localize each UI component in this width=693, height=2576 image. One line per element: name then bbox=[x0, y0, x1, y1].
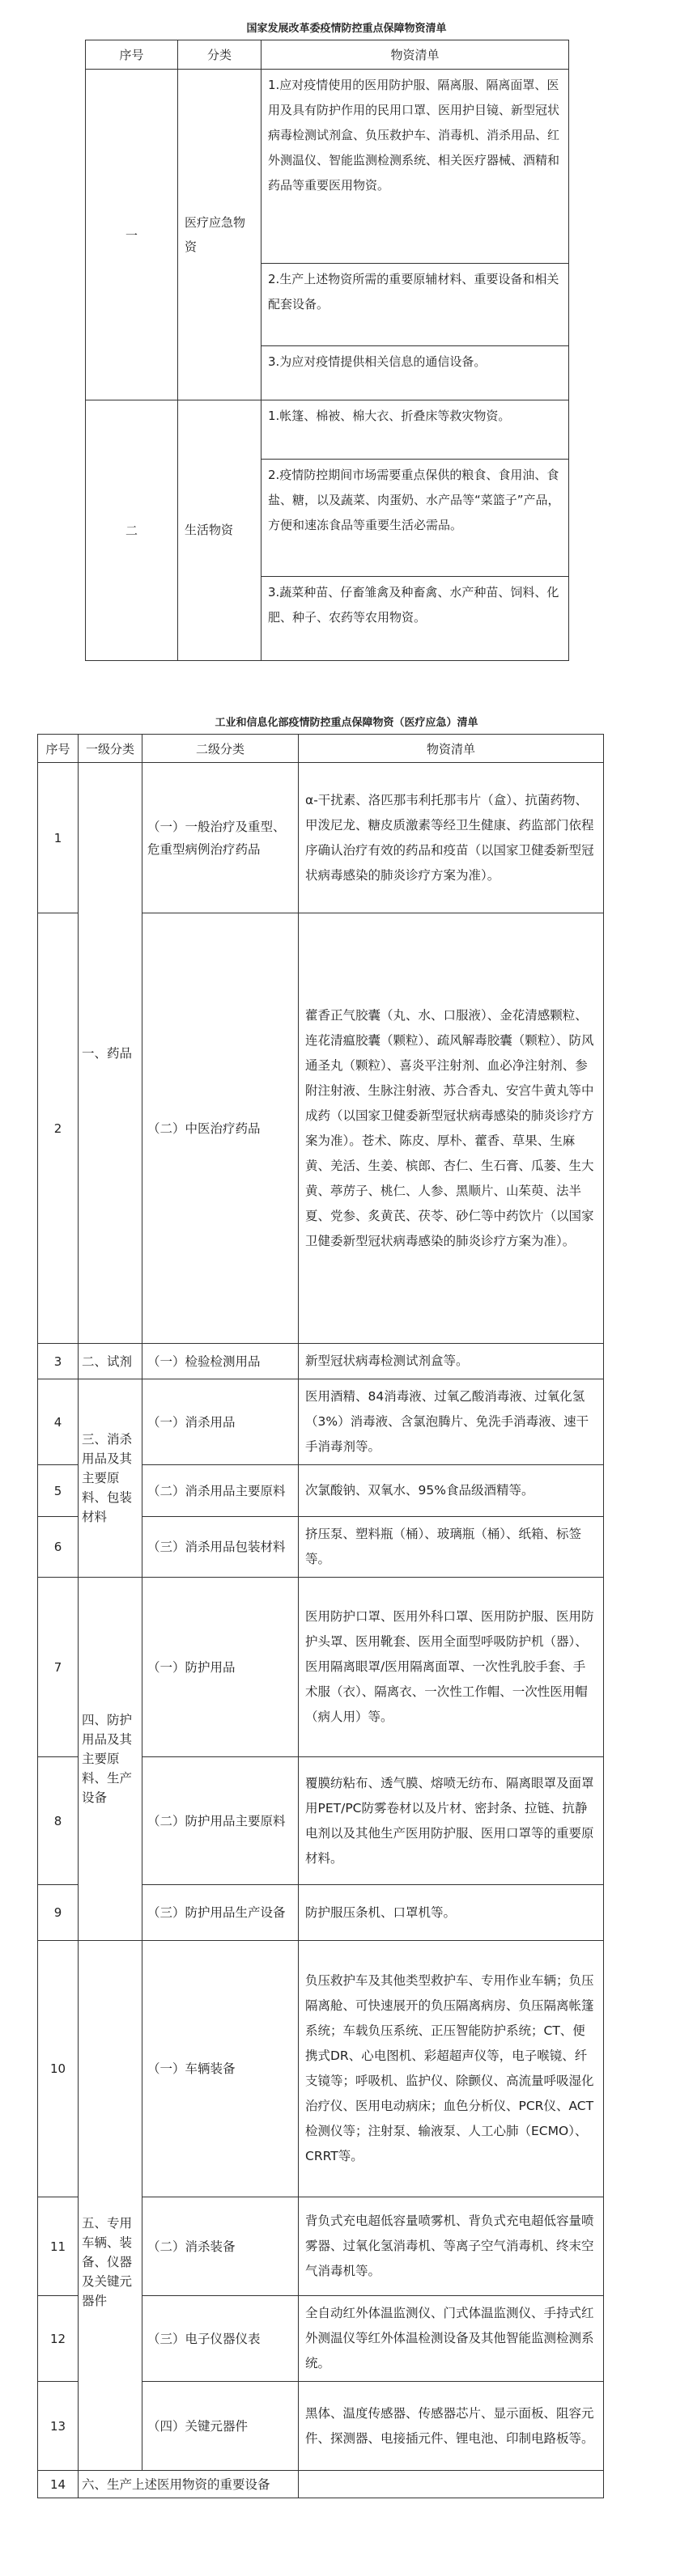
table1-title: 国家发展改革委疫情防控重点保障物资清单 bbox=[246, 23, 447, 35]
table-row-num: 13 bbox=[38, 2382, 79, 2471]
table-row-items: 负压救护车及其他类型救护车、专用作业车辆；负压隔离舱、可快速展开的负压隔离病房、负压隔离帐篷系统；车载负压系统、正压智能防护系统；CT、便携式DR、心电图机、彩超超声仪等，电子喉镜、纤支镜等；呼吸机、监护仪、除颤仪、高流量呼吸湿化治疗仪、医用电动病床；血色分析仪、PCR仪、ACT检测仪等；注射泵、输液泵、人工心肺（ECMO）、CRRT等。 bbox=[299, 1941, 604, 2197]
table1-row-num: 一 bbox=[86, 70, 178, 400]
table1-row-category: 生活物资 bbox=[178, 400, 261, 661]
table2-header-num: 序号 bbox=[38, 735, 79, 763]
table-row-cat2: （一）防护用品 bbox=[142, 1578, 299, 1757]
table-row-cat2: （一）检验检测用品 bbox=[142, 1344, 299, 1379]
cat1-drugs: 一、药品 bbox=[79, 763, 142, 1344]
table1-header-num: 序号 bbox=[86, 40, 178, 70]
table1-row-num: 二 bbox=[86, 400, 178, 661]
table-row-items: 新型冠状病毒检测试剂盒等。 bbox=[299, 1344, 604, 1379]
table-row-items: α-干扰素、洛匹那韦利托那韦片（盒）、抗菌药物、甲泼尼龙、糖皮质激素等经卫生健康、药监部门依程序确认治疗有效的药品和疫苗（以国家卫健委新型冠状病毒感染的肺炎诊疗方案为准）。 bbox=[299, 763, 604, 913]
table2-title: 工业和信息化部疫情防控重点保障物资（医疗应急）清单 bbox=[215, 717, 478, 729]
table-row-cat2: （二）中医治疗药品 bbox=[142, 913, 299, 1344]
table-row-num: 2 bbox=[38, 913, 79, 1344]
table1-header-category: 分类 bbox=[178, 40, 261, 70]
table-row-cat2: （三）消杀用品包装材料 bbox=[142, 1517, 299, 1578]
table-row-items: 挤压泵、塑料瓶（桶）、玻璃瓶（桶）、纸箱、标签等。 bbox=[299, 1517, 604, 1578]
table-row-num: 10 bbox=[38, 1941, 79, 2197]
table-row-num: 1 bbox=[38, 763, 79, 913]
table-row-items: 藿香正气胶囊（丸、水、口服液）、金花清感颗粒、连花清瘟胶囊（颗粒）、疏风解毒胶囊（颗粒）、防风通圣丸（颗粒）、喜炎平注射剂、血必净注射剂、参附注射液、生脉注射液、苏合香丸、安宫牛黄丸等中成药（以国家卫健委新型冠状病毒感染的肺炎诊疗方案为准）。苍术、陈皮、厚朴、藿香、草果、生麻黄、羌活、生姜、槟郎、杏仁、生石膏、瓜蒌、生大黄、葶苈子、桃仁、人参、黑顺片、山茱萸、法半夏、党参、炙黄芪、茯苓、砂仁等中药饮片（以国家卫健委新型冠状病毒感染的肺炎诊疗方案为准）。 bbox=[299, 913, 604, 1344]
table-row-items: 全自动红外体温监测仪、门式体温监测仪、手持式红外测温仪等红外体温检测设备及其他智能监测检测系统。 bbox=[299, 2296, 604, 2382]
cat1-equipment: 五、专用车辆、装备、仪器及关键元器件 bbox=[79, 1941, 142, 2471]
table2-header-items: 物资清单 bbox=[299, 735, 604, 763]
table-row-num: 12 bbox=[38, 2296, 79, 2382]
list-item: 3.为应对疫情提供相关信息的通信设备。 bbox=[268, 354, 487, 369]
table-row-cat2: （一）车辆装备 bbox=[142, 1941, 299, 2197]
table-row-num: 14 bbox=[38, 2471, 79, 2498]
table-row-cat2: （四）关键元器件 bbox=[142, 2382, 299, 2471]
list-item: 2.疫情防控期间市场需要重点保供的粮食、食用油、食盐、糖，以及蔬菜、肉蛋奶、水产品等“菜篮子”产品，方便和速冻食品等重要生活必需品。 bbox=[261, 460, 568, 577]
table-row-items: 覆膜纺粘布、透气膜、熔喷无纺布、隔离眼罩及面罩用PET/PC防雾卷材以及片材、密封条、拉链、抗静电剂以及其他生产医用防护服、医用口罩等的重要原材料。 bbox=[299, 1757, 604, 1885]
list-item: 1.帐篷、棉被、棉大衣、折叠床等救灾物资。 bbox=[261, 400, 568, 460]
table1-row-category: 医疗应急物资 bbox=[178, 70, 261, 400]
table1 bbox=[85, 40, 569, 661]
table1-row-items bbox=[261, 70, 569, 400]
table2-header-cat2: 二级分类 bbox=[142, 735, 299, 763]
cat1-disinfect: 三、消杀用品及其主要原料、包装材料 bbox=[79, 1379, 142, 1578]
cat1-reagents: 二、试剂 bbox=[79, 1344, 142, 1379]
table-row-cat2: （三）电子仪器仪表 bbox=[142, 2296, 299, 2382]
cat1-protect: 四、防护用品及其主要原料、生产设备 bbox=[79, 1578, 142, 1941]
list-item: 3.蔬菜种苗、仔畜雏禽及种畜禽、水产种苗、饲料、化肥、种子、农药等农用物资。 bbox=[268, 585, 559, 625]
table-row-items: 防护服压条机、口罩机等。 bbox=[299, 1885, 604, 1941]
table-row-cat2: （一）消杀用品 bbox=[142, 1379, 299, 1465]
list-item: 2.生产上述物资所需的重要原辅材料、重要设备和相关配套设备。 bbox=[261, 264, 568, 346]
table-row-num: 11 bbox=[38, 2197, 79, 2296]
table-row-num: 8 bbox=[38, 1757, 79, 1885]
table-row-items: 背负式充电超低容量喷雾机、背负式充电超低容量喷雾器、过氧化氢消毒机、等离子空气消毒机、终末空气消毒机等。 bbox=[299, 2197, 604, 2296]
table-row-items bbox=[299, 2471, 604, 2498]
table-row-items: 黑体、温度传感器、传感器芯片、显示面板、阻容元件、探测器、电接插元件、锂电池、印制电路板等。 bbox=[299, 2382, 604, 2471]
table-row-num: 9 bbox=[38, 1885, 79, 1941]
table-row-items: 医用酒精、84消毒液、过氧乙酸消毒液、过氧化氢（3%）消毒液、含氯泡腾片、免洗手消毒液、速干手消毒剂等。 bbox=[299, 1379, 604, 1465]
table-row-num: 6 bbox=[38, 1517, 79, 1578]
cat1-production: 六、生产上述医用物资的重要设备 bbox=[79, 2471, 299, 2498]
list-item: 1.应对疫情使用的医用防护服、隔离服、隔离面罩、医用及具有防护作用的民用口罩、医用护目镜、新型冠状病毒检测试剂盒、负压救护车、消毒机、消杀用品、红外测温仪、智能监测检测系统、相关医疗器械、酒精和药品等重要医用物资。 bbox=[261, 70, 568, 264]
table2 bbox=[37, 734, 604, 2498]
table1-header-items: 物资清单 bbox=[261, 40, 569, 70]
table-row-items: 次氯酸钠、双氧水、95%食品级酒精等。 bbox=[299, 1465, 604, 1517]
table-row-cat2: （二）防护用品主要原料 bbox=[142, 1757, 299, 1885]
table-row-num: 7 bbox=[38, 1578, 79, 1757]
table-row-cat2: （三）防护用品生产设备 bbox=[142, 1885, 299, 1941]
table1-row-items bbox=[261, 400, 569, 661]
table-row-cat2: （一）一般治疗及重型、危重型病例治疗药品 bbox=[142, 763, 299, 913]
table-row-cat2: （二）消杀用品主要原料 bbox=[142, 1465, 299, 1517]
table-row-cat2: （二）消杀装备 bbox=[142, 2197, 299, 2296]
table-row-num: 4 bbox=[38, 1379, 79, 1465]
table-row-items: 医用防护口罩、医用外科口罩、医用防护服、医用防护头罩、医用靴套、医用全面型呼吸防护机（器）、医用隔离眼罩/医用隔离面罩、一次性乳胶手套、手术服（衣）、隔离衣、一次性工作帽、一次性医用帽（病人用）等。 bbox=[299, 1578, 604, 1757]
table-row-num: 3 bbox=[38, 1344, 79, 1379]
table-row-num: 5 bbox=[38, 1465, 79, 1517]
table2-header-cat1: 一级分类 bbox=[79, 735, 142, 763]
